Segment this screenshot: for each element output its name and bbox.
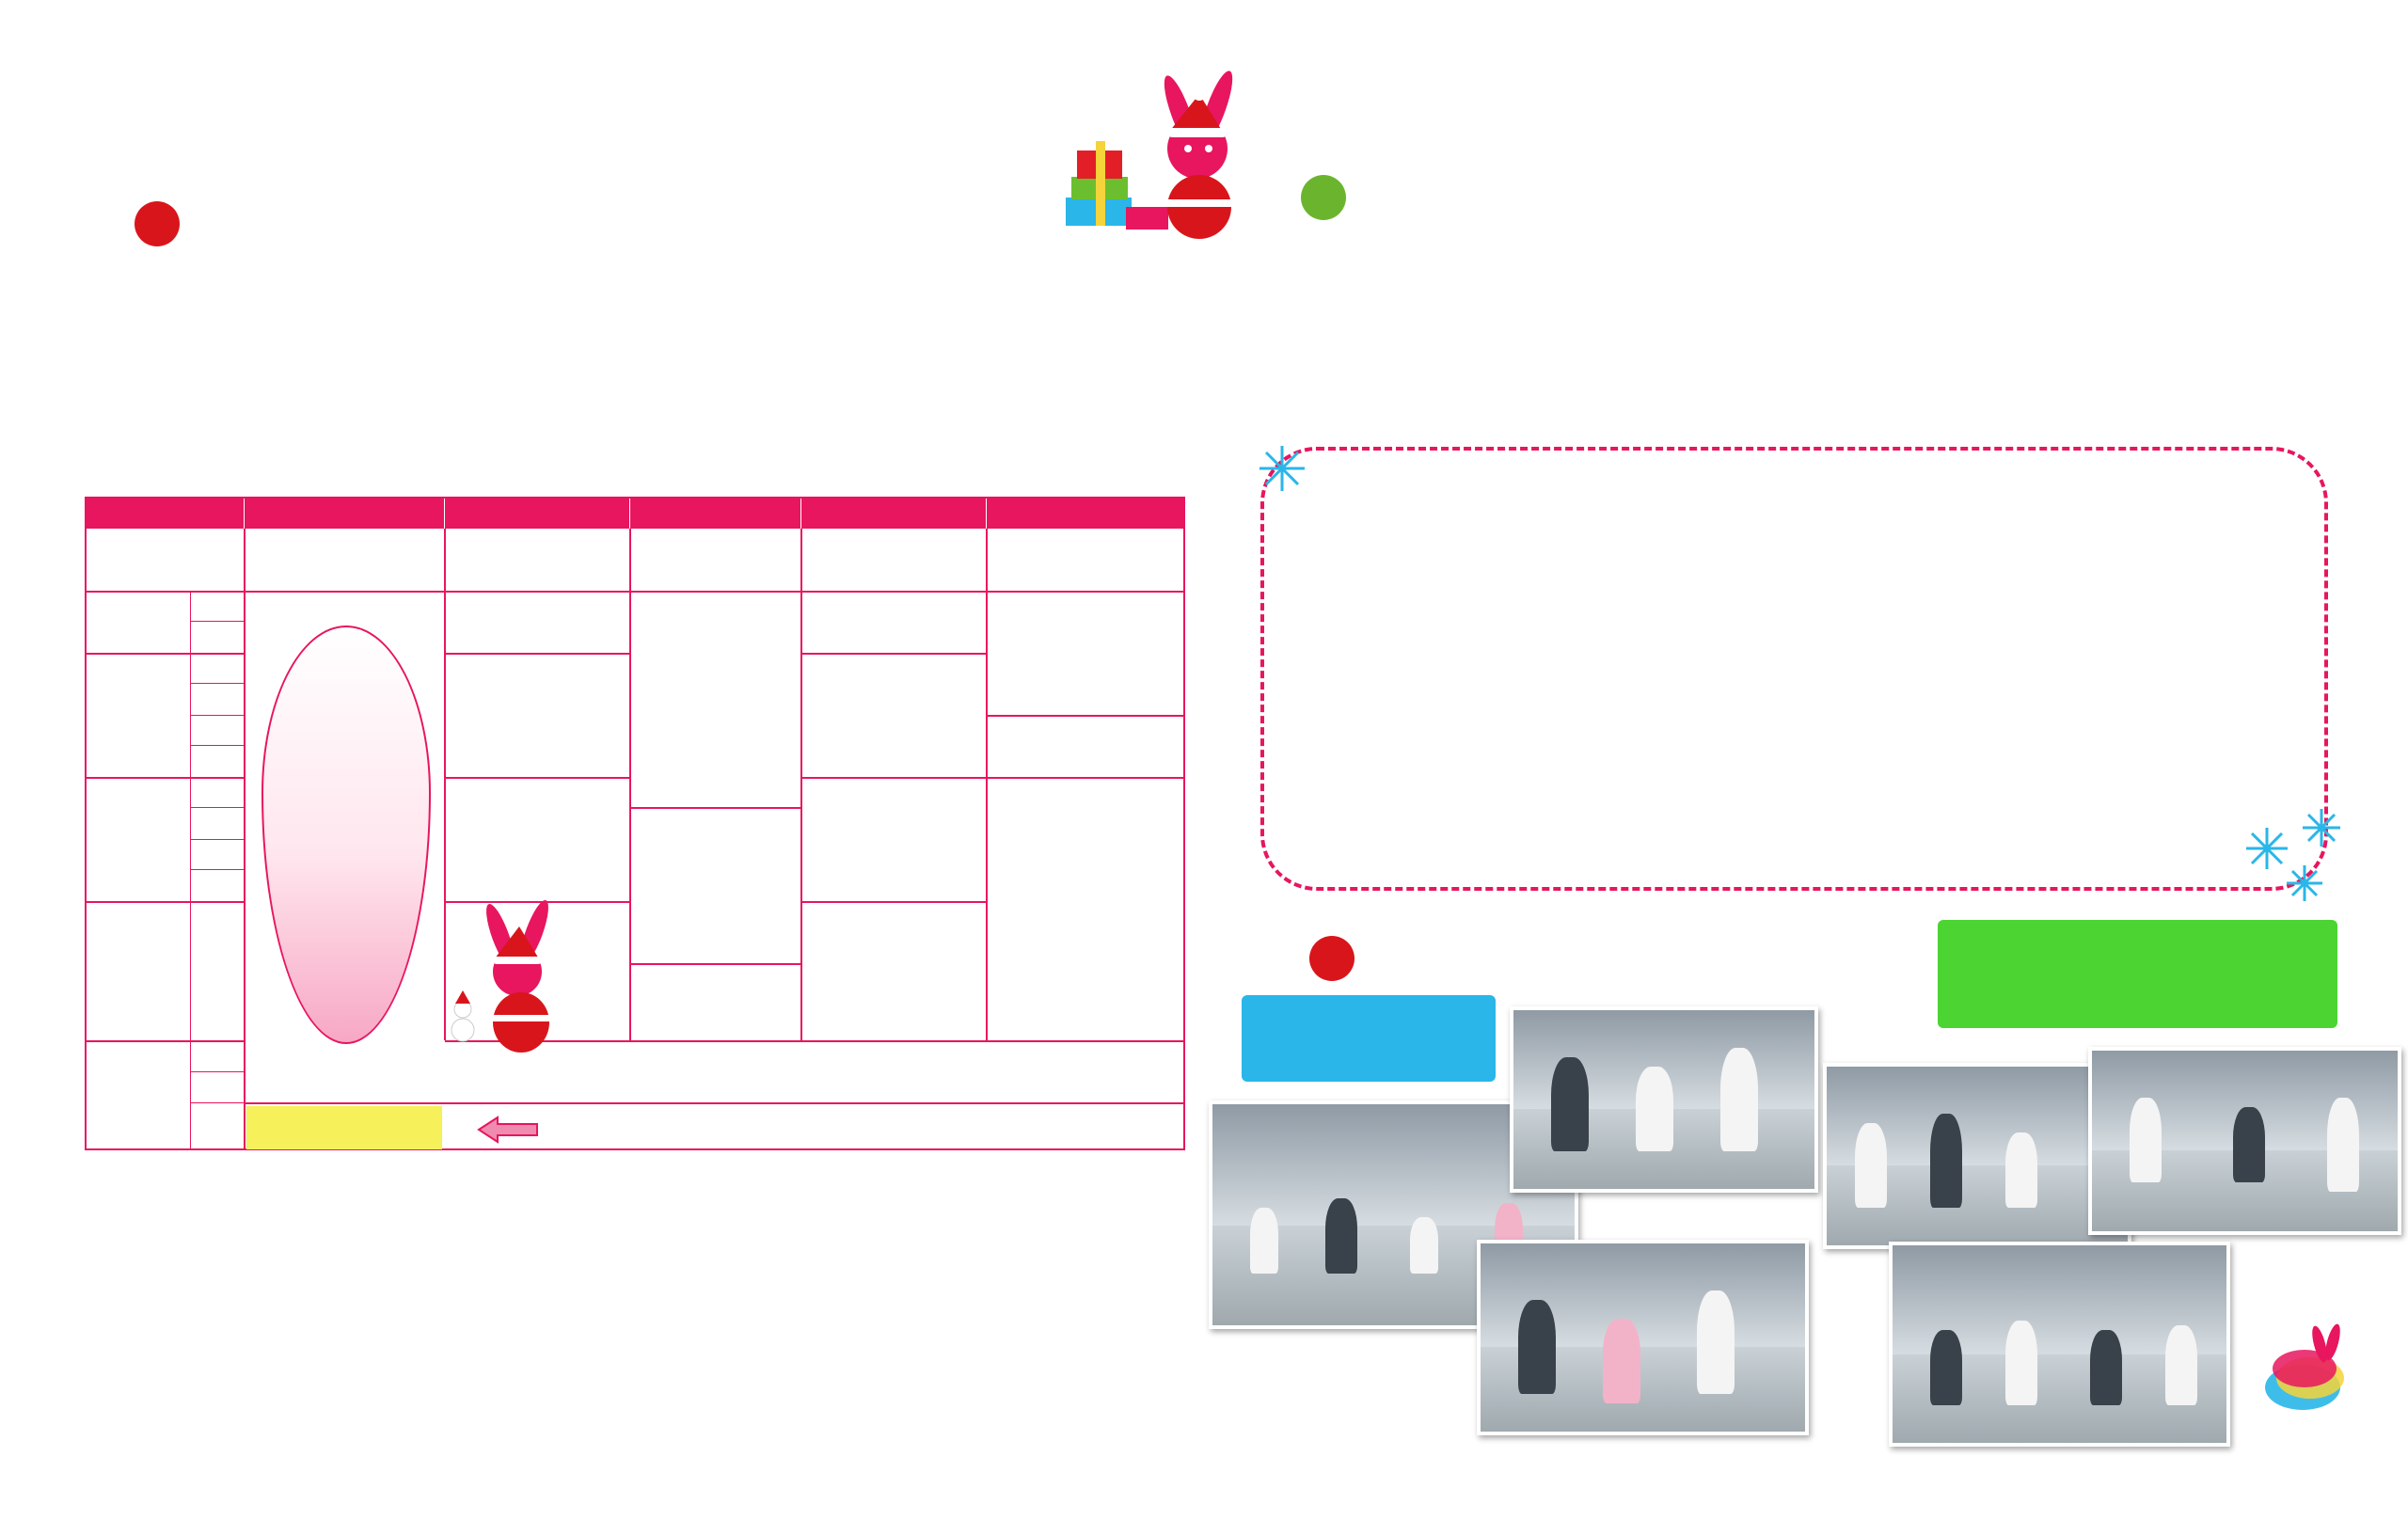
training-photo-2 — [1510, 1006, 1818, 1193]
header-level-3 — [801, 499, 987, 529]
header-level-1 — [245, 499, 445, 529]
section-2-badge — [1301, 175, 1346, 220]
snowflakes-decoration-icon — [2239, 809, 2352, 903]
iv-training-tag — [1242, 995, 1496, 1082]
assessment-training-tag — [1938, 920, 2337, 1028]
training-photo-5 — [2088, 1047, 2401, 1235]
small-rabbit-mascot-icon — [442, 898, 602, 1068]
training-photo-6 — [1889, 1242, 2230, 1447]
header-level-2b — [630, 499, 801, 529]
ladder-schedule-table — [85, 497, 1185, 1150]
training-photo-4 — [1823, 1063, 2131, 1249]
section-1-badge — [135, 201, 180, 246]
section-3-badge — [1309, 936, 1354, 981]
j-arise-logo-icon — [2248, 1322, 2370, 1453]
briefing-session-note — [246, 1106, 442, 1149]
message-box — [1260, 447, 2328, 891]
left-arrow-icon — [477, 1116, 539, 1144]
training-photo-3 — [1477, 1240, 1809, 1435]
santa-rabbit-mascot-icon — [1058, 56, 1256, 245]
header-level-2a — [445, 499, 630, 529]
snowflake-icon — [1256, 442, 1308, 495]
header-ladder — [87, 499, 245, 529]
schedule-header-row — [87, 499, 1183, 529]
header-level-4 — [987, 499, 1183, 529]
